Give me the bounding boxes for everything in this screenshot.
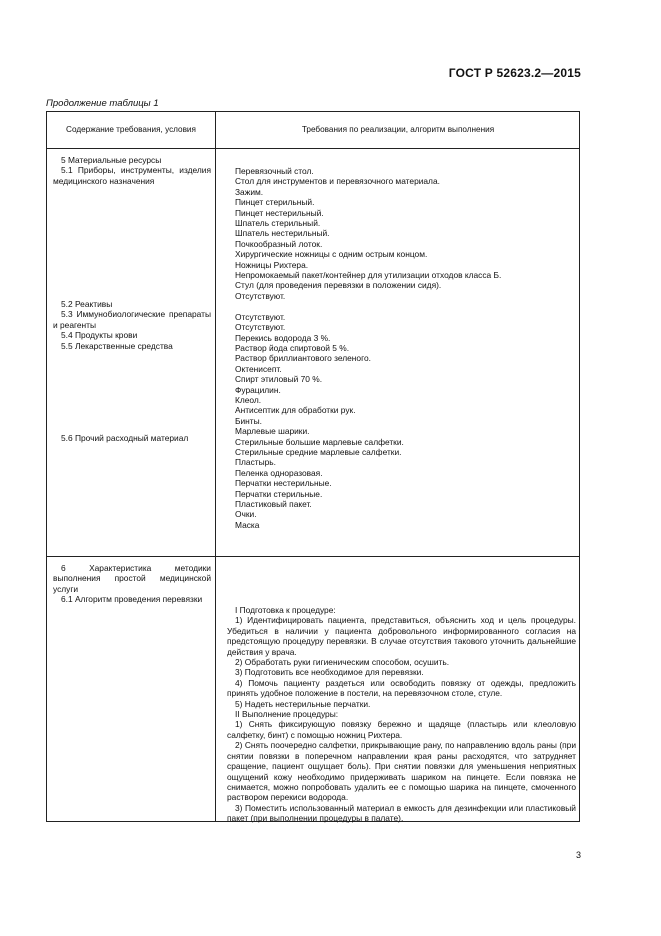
procedure-step: 3) Поместить использованный материал в емкость для дезинфекции или пластиковый пакет (при выполнении процедуры в палате). <box>227 802 576 824</box>
procedure-step: 2) Снять поочередно салфетки, прикрывающие рану, по направлению вдоль раны (при снятии повязки в поперечном направлении края раны расходятся, что затрудняет сращение, пациент ощущает боль). При снятии повязки для уменьшения неприятных ощущений кожу необходимо придерживать шариком на пинцете. Если повязка не снимается, можно попробовать удалить ее с помощью шарика на пинцете, смоченного раствором перекиси водорода. <box>227 740 576 803</box>
resource-item: Шпатель стерильный. <box>235 218 321 229</box>
header-divider <box>47 148 579 149</box>
resource-item: Перчатки нестерильные. <box>235 478 332 489</box>
resource-item: Очки. <box>235 509 257 520</box>
resource-item: Бинты. <box>235 415 262 426</box>
resource-item: Хирургические ножницы с одним острым концом. <box>235 249 428 260</box>
resource-item: Ножницы Рихтера. <box>235 259 309 270</box>
resource-item: Перчатки стерильные. <box>235 488 323 499</box>
resource-item: Перекись водорода 3 %. <box>235 332 331 343</box>
procedure-step: 2) Обработать руки гигиеническим способом, осушить. <box>235 657 450 668</box>
resource-item: Марлевые шарики. <box>235 426 310 437</box>
procedure-step: 1) Снять фиксирующую повязку бережно и щадяще (пластырь или клеоловую салфетку, бинт) с помощью ножниц Рихтера. <box>227 719 576 740</box>
resource-item: Спирт этиловый 70 %. <box>235 374 323 385</box>
procedure-step: 5) Надеть нестерильные перчатки. <box>235 698 371 709</box>
resource-item: Пластырь. <box>235 457 276 468</box>
column-header-right: Требования по реализации, алгоритм выполнения <box>301 125 495 134</box>
resource-item: Непромокаемый пакет/контейнер для утилизации отходов класса Б. <box>235 270 502 281</box>
resource-item: Пинцет нестерильный. <box>235 207 324 218</box>
resource-item: Стерильные средние марлевые салфетки. <box>235 446 402 457</box>
procedure-step: 4) Помочь пациенту раздеться или освободить повязку от одежды, предложить принять удобное положение в постели, на перевязочном столе, стуле. <box>227 677 576 699</box>
requirements-table <box>46 111 580 822</box>
resource-item: Клеол. <box>235 394 262 405</box>
resource-item: Раствор бриллиантового зеленого. <box>235 353 371 364</box>
resource-item: Шпатель нестерильный. <box>235 228 330 239</box>
procedure-step: II Выполнение процедуры: <box>235 709 339 720</box>
procedure-step: 3) Подготовить все необходимое для перевязки. <box>235 667 424 678</box>
resource-item: Зажим. <box>235 186 264 197</box>
section-5-2: 5.2 Реактивы <box>61 299 113 309</box>
table-caption: Продолжение таблицы 1 <box>46 98 159 109</box>
section-6-1: 6.1 Алгоритм проведения перевязки <box>61 594 203 605</box>
resource-item: Пинцет стерильный. <box>235 197 315 208</box>
resource-item: Стерильные большие марлевые салфетки. <box>235 436 404 447</box>
resource-item: Октенисепт. <box>235 363 282 374</box>
section-6-title: 6 Характеристика методики выполнения простой медицинской услуги <box>53 563 211 594</box>
spacer <box>235 301 575 311</box>
section-5-4: 5.4 Продукты крови <box>61 330 138 341</box>
resource-item: Перевязочный стол. <box>235 166 314 176</box>
section-5-mid-left <box>53 299 211 351</box>
resource-item: Отсутствуют. <box>235 311 286 322</box>
column-header-left: Содержание требования, условия <box>66 125 196 134</box>
procedure-step: I Подготовка к процедуре: <box>235 605 336 615</box>
document-code: ГОСТ Р 52623.2—2015 <box>448 66 581 80</box>
resource-item: Раствор йода спиртовой 5 %. <box>235 342 350 353</box>
section-5-5: 5.5 Лекарственные средства <box>61 340 173 351</box>
section-5-title: 5 Материальные ресурсы <box>61 155 162 165</box>
section-6-right <box>227 605 576 824</box>
resource-item: Стул (для проведения перевязки в положении сидя). <box>235 280 442 291</box>
page-number: 3 <box>575 850 581 860</box>
resource-item: Отсутствуют. <box>235 290 286 301</box>
resource-item: Стол для инструментов и перевязочного материала. <box>235 176 440 187</box>
section-5-right <box>235 166 575 530</box>
section-5-1: 5.1 Приборы, инструменты, изделия медицинского назначения <box>53 165 211 186</box>
column-divider <box>215 112 216 821</box>
section-5-bottom-left <box>53 433 211 443</box>
resource-item: Фурацилин. <box>235 384 281 395</box>
resource-item: Отсутствуют. <box>235 322 286 333</box>
row-divider <box>47 556 579 557</box>
resource-item: Пеленка одноразовая. <box>235 467 323 478</box>
section-6-left <box>53 563 211 605</box>
section-5-left <box>53 155 211 186</box>
resource-item: Почкообразный лоток. <box>235 238 323 249</box>
resource-item: Пластиковый пакет. <box>235 499 312 509</box>
procedure-step: 1) Идентифицировать пациента, представиться, объяснить ход и цель процедуры. Убедиться в наличии у пациента добровольного информированного согласия на предстоящую процедуру перевязки. В случае отсутствия такового уточнить дальнейшие действия у врача. <box>227 615 576 657</box>
resource-item: Антисептик для обработки рук. <box>235 405 356 416</box>
section-5-6: 5.6 Прочий расходный материал <box>61 433 189 443</box>
section-5-3: 5.3 Иммунобиологические препараты и реагенты <box>53 309 211 330</box>
resource-item: Маска <box>235 519 260 530</box>
